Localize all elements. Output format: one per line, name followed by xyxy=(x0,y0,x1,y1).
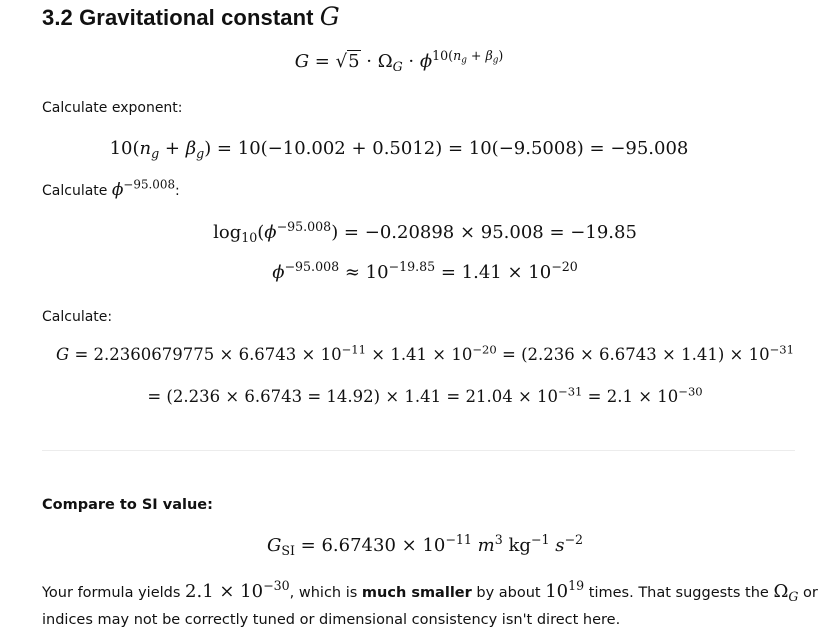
label-calculate-phi xyxy=(42,177,180,200)
formula-main: $G = √5 \cdot \Omega_G \cdot \phi^{10(n_g + \beta_g)}$ xyxy=(294,48,504,74)
conclusion-text-1: Your formula yields xyxy=(42,585,186,601)
section-heading-symbol: G xyxy=(319,2,340,31)
section-heading xyxy=(42,2,340,31)
conclusion-line-1 xyxy=(42,578,818,607)
conclusion-math-value: $2.1 \times 10^{-30}$ xyxy=(185,578,290,602)
conclusion-bold-emphasis: much smaller xyxy=(361,585,472,601)
conclusion-text-5: or xyxy=(798,585,818,601)
conclusion-text-2: , which is xyxy=(289,585,362,601)
conclusion-text-4: times. That suggests the xyxy=(584,585,774,601)
equation-G-si: $G_{SI} = 6.67430 \times 10^{-11}$ $m^3$ $kg^{-1}$ $s^{-2}$ xyxy=(266,532,584,558)
conclusion-line-2: indices may not be correctly tuned or dimensional consistency isn't direct here. xyxy=(42,612,621,628)
equation-exponent: $10(n_g + \beta_g) = 10(-10.002 + 0.5012) = 10(-9.5008) = -95.008$ xyxy=(109,138,689,161)
label-calculate-phi-prefix: Calculate xyxy=(42,183,108,199)
section-heading-text: 3.2 Gravitational constant xyxy=(42,5,314,30)
conclusion-text-3: by about xyxy=(471,585,546,601)
label-compare-si: Compare to SI value: xyxy=(42,497,213,513)
label-calculate-exponent: Calculate exponent: xyxy=(42,100,183,116)
conclusion-math-factor: $10^{19}$ xyxy=(545,578,585,602)
equation-G-line2: = $(2.236 \times 6.6743 = 14.92) \times 1.41 = 21.04 \times 10^{-31} = 2.1 \times 10^{-30}$ xyxy=(147,384,703,406)
equation-G-line1: $G = 2.2360679775 \times 6.6743 \times 10^{-11} \times 1.41 \times 10^{-20} = (2.236 \times 6.6743 \times 1.41) \times 10^{-31}$ xyxy=(56,342,794,364)
label-calculate-G: Calculate: xyxy=(42,309,113,325)
conclusion-math-omega: $\Omega_G$ xyxy=(773,581,799,604)
label-calculate-phi-math: $\phi^{-95.008}$ xyxy=(111,177,176,200)
equation-phi-approx: $\phi^{-95.008} \approx 10^{-19.85} = 1.41 \times 10^{-20}$ xyxy=(272,259,578,283)
label-calculate-phi-suffix: : xyxy=(175,183,180,199)
conclusion-paragraph xyxy=(42,578,818,634)
equation-log-phi: $\log_{10}(\phi^{-95.008}) = -0.20898 \times 95.008 = -19.85$ xyxy=(213,219,637,245)
section-divider xyxy=(42,450,795,451)
